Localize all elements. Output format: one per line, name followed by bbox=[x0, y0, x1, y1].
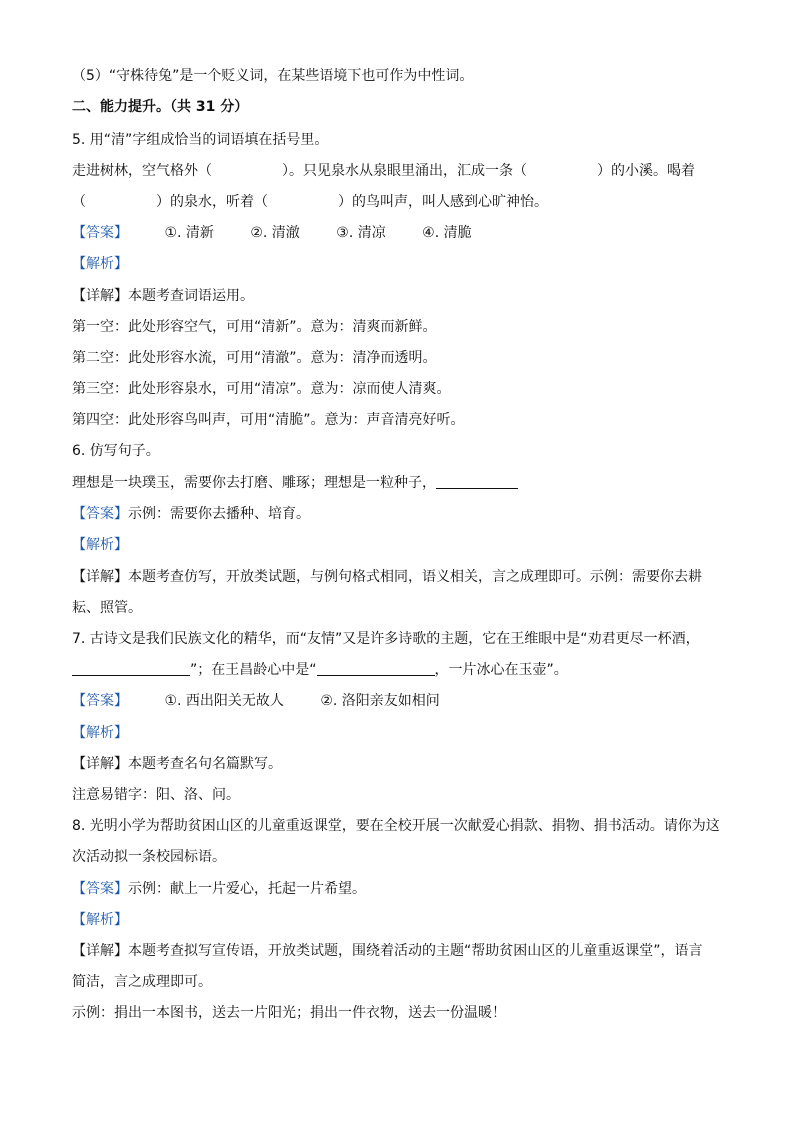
answer-line bbox=[72, 691, 734, 711]
answer-item: ②. 清澈 bbox=[250, 225, 300, 241]
analysis-label: 【解析】 bbox=[72, 912, 128, 928]
analysis-label: 【解析】 bbox=[72, 537, 128, 553]
detail-line: 【详解】本题考查词语运用。 bbox=[72, 288, 254, 304]
question-8: 8. 光明小学为帮助贫困山区的儿童重返课堂，要在全校开展一次献爱心捐款、捐物、捐书活动。请你为这 bbox=[72, 818, 720, 834]
question-6-text bbox=[72, 473, 734, 493]
detail-line: 第四空：此处形容鸟叫声，可用“清脆”。意为：声音清亮好听。 bbox=[72, 412, 465, 428]
text-line: （5）“守株待兔”是一个贬义词，在某些语境下也可作为中性词。 bbox=[72, 68, 474, 84]
detail-line: 注意易错字：阳、洛、问。 bbox=[72, 787, 240, 803]
detail-line: 耘、照管。 bbox=[72, 600, 142, 616]
answer-label: 【答案】 bbox=[72, 506, 128, 522]
question-7-text: ，一片冰心在玉壶”。 bbox=[434, 662, 568, 678]
section-heading: 二、能力提升。（共 31 分） bbox=[72, 99, 249, 115]
answer-text: 示例：需要你去播种、培育。 bbox=[128, 506, 310, 522]
detail-line: 简洁，言之成理即可。 bbox=[72, 974, 212, 990]
answer-blank bbox=[436, 474, 518, 489]
analysis-label: 【解析】 bbox=[72, 725, 128, 741]
answer-text: 示例：献上一片爱心，托起一片希望。 bbox=[128, 881, 366, 897]
question-7-text: ”；在王昌龄心中是“ bbox=[190, 662, 317, 678]
answer-label: 【答案】 bbox=[72, 693, 128, 709]
detail-line: 【详解】本题考查仿写，开放类试题，与例句格式相同，语义相关，言之成理即可。示例：需要你去耕 bbox=[72, 569, 702, 585]
answer-blank bbox=[317, 661, 435, 676]
answer-item: ④. 清脆 bbox=[422, 225, 472, 241]
question-8: 次活动拟一条校园标语。 bbox=[72, 849, 226, 865]
answer-label: 【答案】 bbox=[72, 881, 128, 897]
question-6-prompt: 理想是一块璞玉，需要你去打磨、雕琢；理想是一粒种子， bbox=[72, 475, 436, 491]
answer-item: ①. 清新 bbox=[164, 225, 214, 241]
detail-line: 【详解】本题考查拟写宣传语，开放类试题，围绕着活动的主题“帮助贫困山区的儿童重返课堂”，语言 bbox=[72, 943, 703, 959]
detail-line: 第一空：此处形容空气，可用“清新”。意为：清爽而新鲜。 bbox=[72, 319, 437, 335]
answer-item: ②. 洛阳亲友如相问 bbox=[320, 693, 440, 709]
answer-item: ①. 西出阳关无故人 bbox=[164, 693, 284, 709]
answer-label: 【答案】 bbox=[72, 225, 128, 241]
question-6: 6. 仿写句子。 bbox=[72, 443, 160, 459]
detail-line: 示例：捐出一本图书，送去一片阳光；捐出一件衣物，送去一份温暖！ bbox=[72, 1005, 506, 1021]
question-5-text-a: 走进树林，空气格外（ ）。只见泉水从泉眼里涌出，汇成一条（ ）的小溪。喝着 bbox=[72, 163, 695, 179]
question-5: 5. 用“清”字组成恰当的词语填在括号里。 bbox=[72, 132, 329, 148]
answer-item: ③. 清凉 bbox=[336, 225, 386, 241]
question-5-text-b: （ ）的泉水，听着（ ）的鸟叫声，叫人感到心旷神怡。 bbox=[72, 194, 548, 210]
answer-line bbox=[72, 504, 734, 524]
detail-line: 【详解】本题考查名句名篇默写。 bbox=[72, 756, 282, 772]
detail-line: 第三空：此处形容泉水，可用“清凉”。意为：凉而使人清爽。 bbox=[72, 381, 451, 397]
answer-line bbox=[72, 879, 734, 899]
answer-line bbox=[72, 223, 734, 243]
analysis-label: 【解析】 bbox=[72, 256, 128, 272]
answer-blank bbox=[72, 661, 190, 676]
question-7: 7. 古诗文是我们民族文化的精华，而“友情”又是许多诗歌的主题，它在王维眼中是“劝君更尽一杯酒， bbox=[72, 631, 700, 647]
detail-line: 第二空：此处形容水流，可用“清澈”。意为：清净而透明。 bbox=[72, 350, 437, 366]
question-7-blanks bbox=[72, 660, 734, 680]
